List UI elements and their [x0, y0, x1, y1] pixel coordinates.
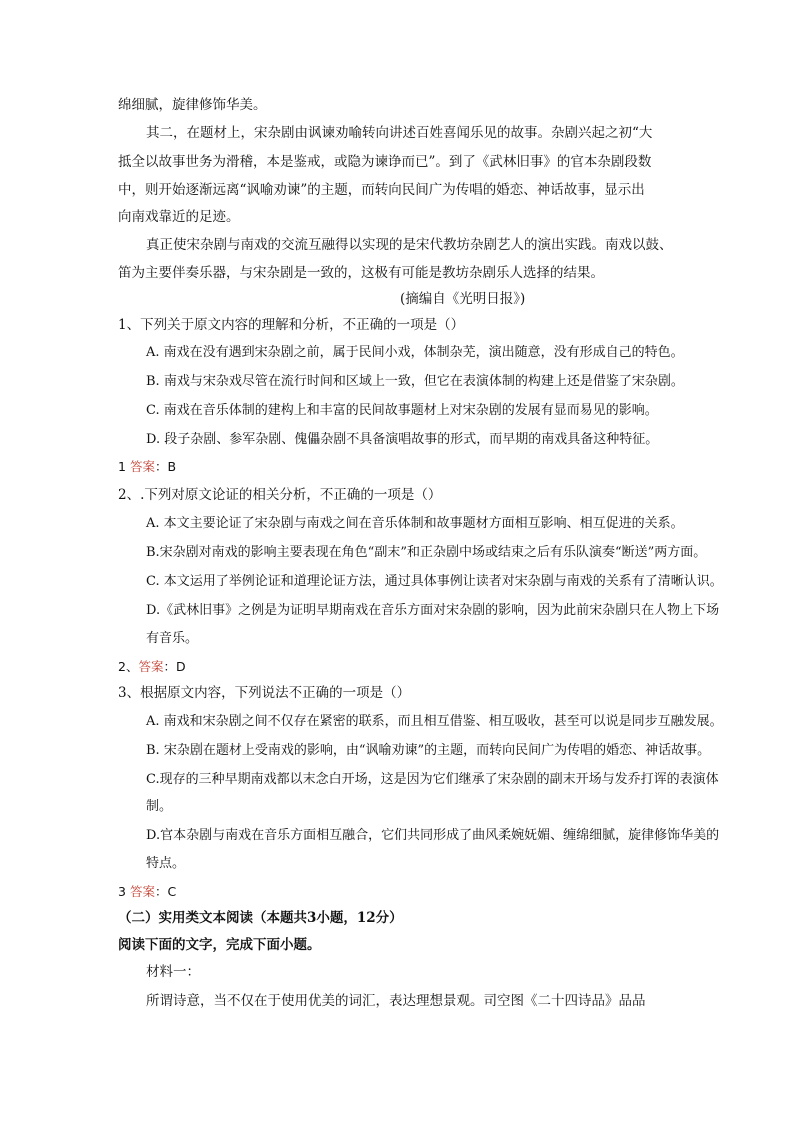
question-2-option-a: A. 本文主要论证了宋杂剧与南戏之间在音乐体制和故事题材方面相互影响、相互促进的关系。 — [146, 516, 684, 531]
section-title: （二）实用类文本阅读（本题共3小题，12分） — [118, 910, 403, 926]
passage-line: 中，则开始逐渐远离“讽喻劝谏”的主题，而转向民间广为传唱的婚恋、神话故事，显示出 — [118, 182, 645, 198]
question-1-answer — [118, 458, 176, 476]
answer-number: 3 — [118, 884, 126, 899]
question-3-option-b: B. 宋杂剧在题材上受南戏的影响，由“讽喻劝谏”的主题，而转向民间广为传唱的婚恋、神话故事。 — [146, 743, 711, 758]
question-2-stem: 2、.下列对原文论证的相关分析，不正确的一项是（） — [118, 487, 442, 503]
material-label: 材料一： — [146, 964, 200, 980]
question-3-option-a: A. 南戏和宋杂剧之间不仅存在紧密的联系，而且相互借鉴、相互吸收，甚至可以说是同步互融发展。 — [146, 714, 723, 729]
question-2-option-c: C. 本文运用了举例论证和道理论证方法，通过具体事例让读者对宋杂剧与南戏的关系有了清晰认识。 — [146, 574, 723, 589]
question-3-option-d-cont: 特点。 — [146, 856, 186, 871]
answer-label: 答案 — [129, 459, 155, 474]
passage-line: 其二，在题材上，宋杂剧由讽谏劝喻转向讲述百姓喜闻乐见的故事。杂剧兴起之初“大 — [146, 125, 653, 141]
question-3-answer — [118, 883, 176, 901]
question-2-answer — [118, 658, 186, 676]
question-1-option-a: A. 南戏在没有遇到宋杂剧之前，属于民间小戏，体制杂芜，演出随意，没有形成自己的特色。 — [146, 345, 684, 360]
question-1-option-b: B. 南戏与宋杂戏尽管在流行时间和区域上一致，但它在表演体制的构建上还是借鉴了宋杂剧。 — [146, 374, 684, 389]
answer-label: 答案 — [129, 884, 155, 899]
question-3-option-d: D.官本杂剧与南戏在音乐方面相互融合，它们共同形成了曲风柔婉妩媚、缠绵细腻，旋律修饰华美的 — [146, 828, 720, 843]
question-3-stem: 3、根据原文内容，下列说法不正确的一项是（） — [118, 685, 411, 701]
answer-number: 1 — [118, 459, 126, 474]
source-citation: (摘编自《光明日报》) — [400, 291, 526, 307]
question-1-option-c: C. 南戏在音乐体制的建构上和丰富的民间故事题材上对宋杂剧的发展有显而易见的影响。 — [146, 403, 658, 418]
answer-label: 答案 — [138, 659, 164, 674]
answer-value: ：B — [154, 459, 177, 474]
question-2-option-d-cont: 有音乐。 — [146, 631, 199, 646]
passage-line: 真正使宋杂剧与南戏的交流互融得以实现的是宋代教坊杂剧艺人的演出实践。南戏以鼓、 — [146, 237, 673, 253]
passage-line: 绵细腻，旋律修饰华美。 — [118, 97, 267, 113]
answer-value: ：D — [163, 659, 186, 674]
question-1-stem: 1、下列关于原文内容的理解和分析，不正确的一项是（） — [118, 317, 465, 333]
question-3-option-c: C.现存的三种早期南戏都以末念白开场，这是因为它们继承了宋杂剧的副末开场与发乔打诨的表演体 — [146, 772, 719, 787]
passage-line: 笛为主要伴奏乐器，与宋杂剧是一致的，这极有可能是教坊杂剧乐人选择的结果。 — [118, 265, 604, 281]
question-3-option-c-cont: 制。 — [146, 799, 173, 814]
material-text: 所谓诗意，当不仅在于使用优美的词汇，表达理想景观。司空图《二十四诗品》品品 — [146, 993, 646, 1009]
section-instruction: 阅读下面的文字，完成下面小题。 — [118, 937, 321, 953]
passage-line: 抵全以故事世务为滑稽，本是鉴戒，或隐为谏诤而已”。到了《武林旧事》的官本杂剧段数 — [118, 154, 652, 170]
question-2-option-b: B.宋杂剧对南戏的影响主要表现在角色“副末”和正杂剧中场或结束之后有乐队演奏“断送”两方面。 — [146, 545, 707, 560]
passage-line: 向南戏靠近的足迹。 — [118, 209, 240, 225]
answer-number: 2、 — [118, 659, 139, 674]
question-2-option-d: D.《武林旧事》之例是为证明早期南戏在音乐方面对宋杂剧的影响，因为此前宋杂剧只在人物上下场 — [146, 603, 720, 618]
question-1-option-d: D. 段子杂剧、参军杂剧、傀儡杂剧不具备演唱故事的形式，而早期的南戏具备这种特征。 — [146, 432, 659, 447]
answer-value: ：C — [154, 884, 177, 899]
